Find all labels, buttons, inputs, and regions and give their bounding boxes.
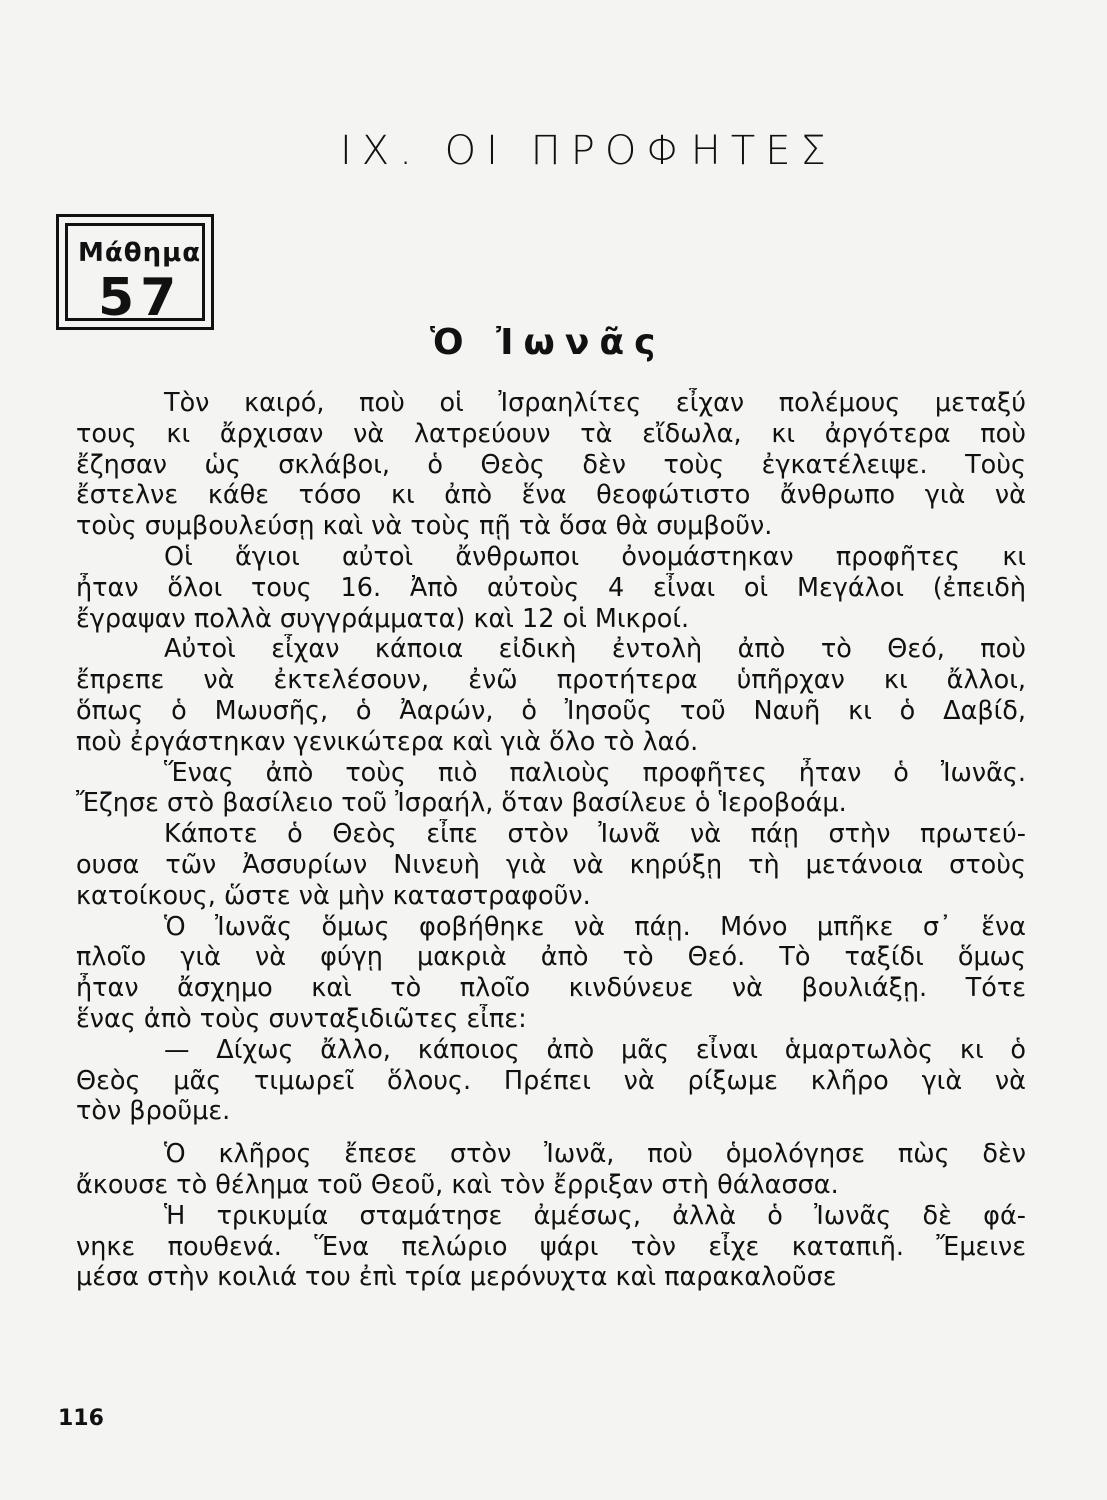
text-line: Οἱ ἅγιοι αὐτοὶ ἄνθρωποι ὀνομάστηκαν προφῆτες κι (164, 541, 1026, 572)
paragraph (76, 1035, 1026, 1127)
paragraph (76, 542, 1026, 634)
lesson-title: Ὁ Ἰωνᾶς (430, 322, 666, 363)
text-line: Ἔζησε στὸ βασίλειο τοῦ Ἰσραήλ, ὅταν βασίλευε ὁ Ἱεροβοάμ. (76, 788, 847, 819)
text-line: ἔζησαν ὡς σκλάβοι, ὁ Θεὸς δὲν τοὺς ἐγκατέλειψε. Τοὺς (76, 449, 1026, 480)
text-line: τοὺς συμβουλεύσῃ καὶ νὰ τοὺς πῇ τὰ ὅσα θὰ συμβοῦν. (76, 511, 773, 542)
text-line: ἦταν ἄσχημο καὶ τὸ πλοῖο κινδύνευε νὰ βουλιάξῃ. Τότε (76, 973, 1026, 1004)
text-line: Ὁ Ἰωνᾶς ὅμως φοβήθηκε νὰ πάῃ. Μόνο μπῆκε σ᾿ ἕνα (164, 911, 1026, 942)
text-line: ἔγραψαν πολλὰ συγγράμματα) καὶ 12 οἱ Μικροί. (76, 603, 690, 634)
text-line: ουσα τῶν Ἀσσυρίων Νινευὴ γιὰ νὰ κηρύξῃ τὴ μετάνοια στοὺς (76, 849, 1026, 880)
page-number: 116 (58, 1406, 104, 1431)
text-line: τους κι ἄρχισαν νὰ λατρεύουν τὰ εἴδωλα, κι ἀργότερα ποὺ (76, 418, 1026, 449)
chapter-title: ΙΧ. ΟΙ ΠΡΟΦΗΤΕΣ (340, 128, 836, 174)
text-line: Τὸν καιρό, ποὺ οἱ Ἰσραηλίτες εἶχαν πολέμους μεταξύ (164, 388, 1026, 418)
paragraph (76, 912, 1026, 1035)
text-line: ἕνας ἀπὸ τοὺς συνταξιδιῶτες εἶπε: (76, 1003, 527, 1034)
text-line: πλοῖο γιὰ νὰ φύγῃ μακριὰ ἀπὸ τὸ Θεό. Τὸ ταξίδι ὅμως (76, 942, 1026, 973)
paragraph-gap (76, 1127, 1026, 1139)
text-line: τὸν βροῦμε. (76, 1096, 231, 1127)
text-line: ὅπως ὁ Μωυσῆς, ὁ Ἀαρών, ὁ Ἰησοῦς τοῦ Ναυῆ κι ὁ Δαβίδ, (76, 695, 1026, 726)
text-line: Ἕνας ἀπὸ τοὺς πιὸ παλιοὺς προφῆτες ἦταν ὁ Ἰωνᾶς. (164, 757, 1026, 788)
text-line: ἔπρεπε νὰ ἐκτελέσουν, ἐνῶ προτήτερα ὑπῆρχαν κι ἄλλοι, (76, 665, 1026, 696)
paragraph (76, 1201, 1026, 1293)
text-line: μέσα στὴν κοιλιά του ἐπὶ τρία μερόνυχτα καὶ παρακαλοῦσε (76, 1262, 837, 1293)
paragraph (76, 819, 1026, 911)
paragraph (76, 1139, 1026, 1201)
text-line: ἔστελνε κάθε τόσο κι ἀπὸ ἕνα θεοφώτιστο ἄνθρωπο γιὰ νὰ (76, 480, 1026, 511)
text-line: Κάποτε ὁ Θεὸς εἶπε στὸν Ἰωνᾶ νὰ πάῃ στὴν πρωτεύ- (164, 819, 1026, 850)
text-line: ἦταν ὅλοι τους 16. Ἀπὸ αὐτοὺς 4 εἶναι οἱ Μεγάλοι (ἐπειδὴ (76, 572, 1026, 603)
text-line: ποὺ ἐργάστηκαν γενικώτερα καὶ γιὰ ὅλο τὸ λαό. (76, 726, 699, 757)
lesson-label: Μάθημα (78, 238, 202, 268)
lesson-badge (56, 214, 214, 330)
body-text (76, 388, 1026, 1293)
text-line: — Δίχως ἄλλο, κάποιος ἀπὸ μᾶς εἶναι ἁμαρτωλὸς κι ὁ (164, 1034, 1026, 1065)
text-line: Ἡ τρικυμία σταμάτησε ἀμέσως, ἀλλὰ ὁ Ἰωνᾶς δὲ φά- (164, 1200, 1026, 1231)
text-line: Θεὸς μᾶς τιμωρεῖ ὅλους. Πρέπει νὰ ρίξωμε κλῆρο γιὰ νὰ (76, 1065, 1026, 1096)
paragraph (76, 634, 1026, 757)
lesson-number: 57 (98, 268, 183, 328)
lesson-badge-frame (65, 223, 205, 328)
text-line: Αὐτοὶ εἶχαν κάποια εἰδικὴ ἐντολὴ ἀπὸ τὸ Θεό, ποὺ (164, 634, 1026, 665)
text-line: ἄκουσε τὸ θέλημα τοῦ Θεοῦ, καὶ τὸν ἔρριξαν στὴ θάλασσα. (76, 1169, 839, 1200)
text-line: νηκε πουθενά. Ἕνα πελώριο ψάρι τὸν εἶχε καταπιῆ. Ἔμεινε (76, 1231, 1026, 1262)
paragraph (76, 758, 1026, 820)
text-line: κατοίκους, ὥστε νὰ μὴν καταστραφοῦν. (76, 880, 591, 911)
text-line: Ὁ κλῆρος ἔπεσε στὸν Ἰωνᾶ, ποὺ ὁμολόγησε πὼς δὲν (164, 1139, 1026, 1170)
paragraph (76, 388, 1026, 542)
